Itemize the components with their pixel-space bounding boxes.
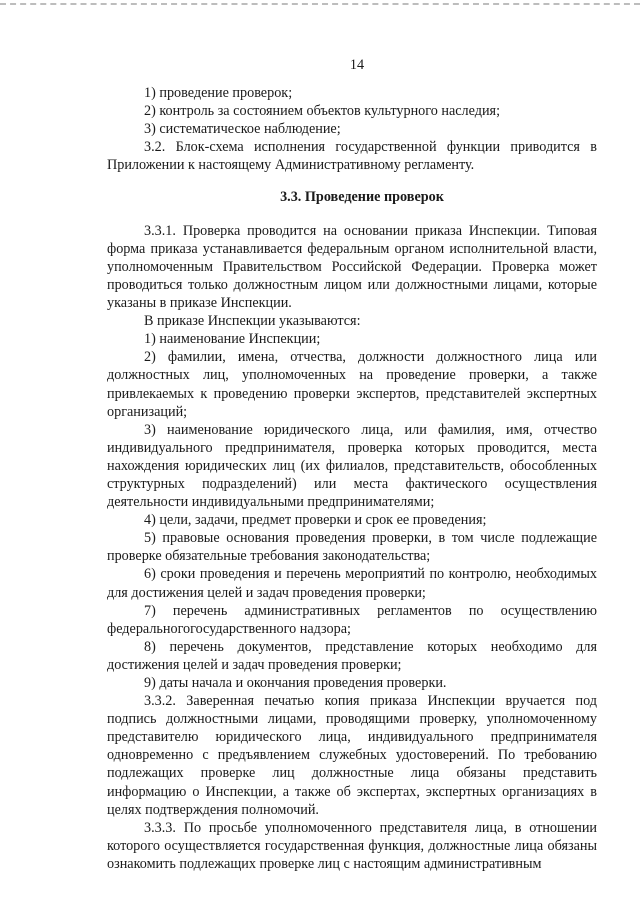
list-item: 2) фамилии, имена, отчества, должности должностного лица или должностных лиц, уполномоченных на проведение проверки, а также привлекаемых к проведению проверки экспертов, представителей экспертных организаций; bbox=[107, 349, 597, 420]
list-item: 4) цели, задачи, предмет проверки и срок ее проведения; bbox=[144, 512, 487, 529]
list-item: 1) наименование Инспекции; bbox=[144, 331, 321, 348]
list-item: 8) перечень документов, представление которых необходимо для достижения целей и задач проведения проверки; bbox=[107, 638, 597, 673]
paragraph-3-3-3: 3.3.3. По просьбе уполномоченного представителя лица, в отношении которого осуществляется государственная функция, должностные лица обязаны ознакомить подлежащих проверке лиц с настоящим административным bbox=[107, 819, 597, 872]
list-item: 3) наименование юридического лица, или фамилия, имя, отчество индивидуального предпринимателя, проверка которых проводится, места нахождения юридических лиц (их филиалов, представительств, обособленных структурных подразделений) или места фактического осуществления деятельности индивидуальными предпринимателями; bbox=[107, 421, 597, 511]
paragraph-3-3-2: 3.3.2. Заверенная печатью копия приказа Инспекции вручается под подпись должностными лицами, проводящими проверку, уполномоченному представителю юридического лица, индивидуального предпринимателя одновременно с предъявлением служебных удостоверений. По требованию подлежащих проверке лиц должностные лица обязаны представить информацию о Инспекции, а также об экспертах, экспертных организациях в целях подтверждения полномочий. bbox=[107, 693, 597, 818]
list-item: 5) правовые основания проведения проверки, в том числе подлежащие проверке обязательные требования законодательства; bbox=[107, 530, 597, 565]
section-heading: 3.3. Проведение проверок bbox=[280, 188, 444, 205]
list-item: 9) даты начала и окончания проведения проверки. bbox=[144, 675, 447, 691]
paragraph-3-3-1: 3.3.1. Проверка проводится на основании приказа Инспекции. Типовая форма приказа устанавливается федеральным органом исполнительной власти, уполномоченным Правительством Российской Федерации. Проверка может проводиться только должностным лицом или должностными лицами, которые указаны в приказе Инспекции. bbox=[107, 222, 597, 312]
page-number: 14 bbox=[349, 57, 365, 73]
list-item: 3) систематическое наблюдение; bbox=[144, 121, 341, 138]
page-top-edge bbox=[0, 3, 640, 5]
list-item: 1) проведение проверок; bbox=[144, 85, 293, 102]
paragraph-intro: В приказе Инспекции указываются: bbox=[144, 313, 361, 330]
document-page bbox=[107, 56, 597, 873]
list-item: 7) перечень административных регламентов по осуществлению федеральногогосударственного надзора; bbox=[107, 602, 597, 637]
list-item: 2) контроль за состоянием объектов культурного наследия; bbox=[144, 103, 501, 120]
paragraph-3-2: 3.2. Блок-схема исполнения государственной функции приводится в Приложении к настоящему Административному регламенту. bbox=[107, 139, 597, 174]
list-item: 6) сроки проведения и перечень мероприятий по контролю, необходимых для достижения целей и задач проведения проверки; bbox=[107, 566, 597, 601]
